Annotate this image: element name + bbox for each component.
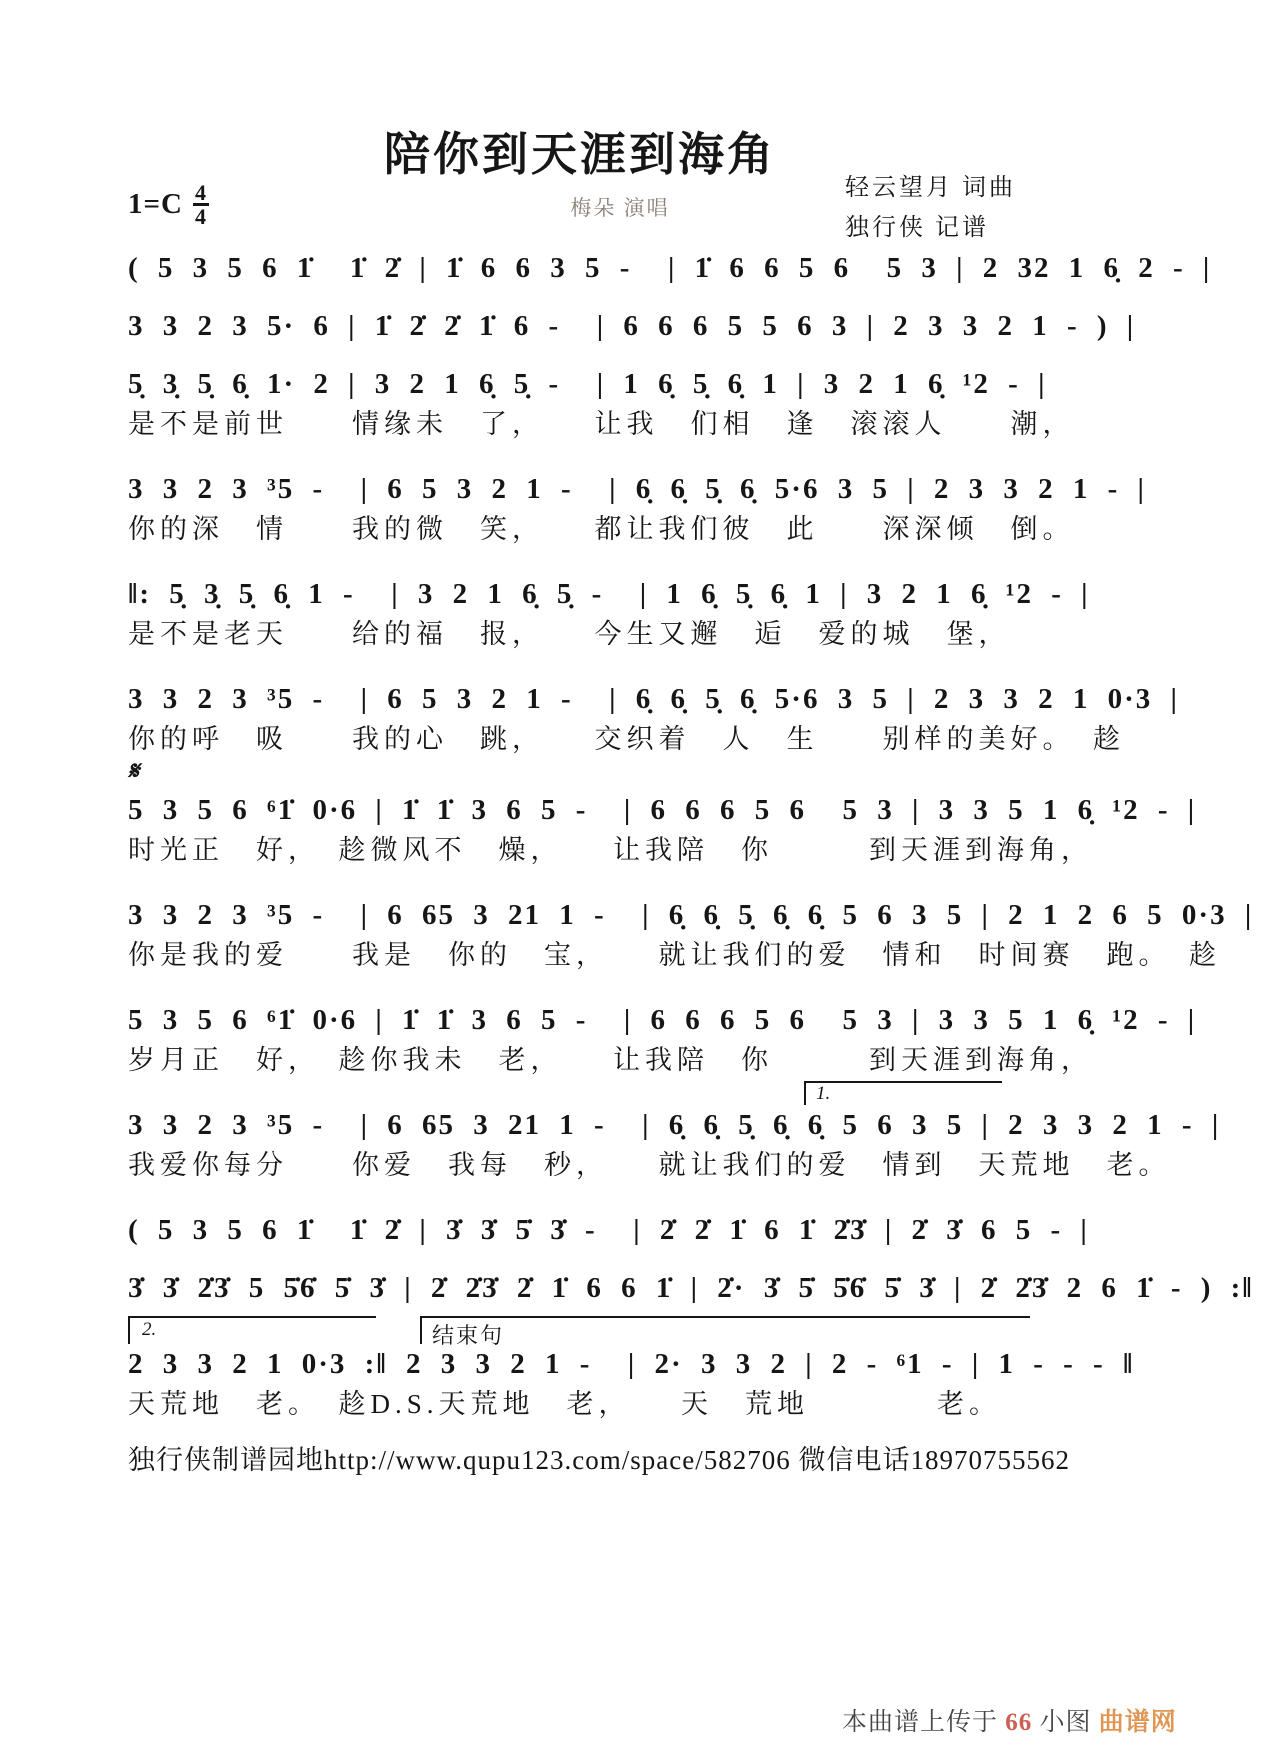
notation-line: 3 3 2 3 ³5 - | 6 65 3 21 1 - | 6̣ 6̣ 5̣ 6̣ 6̣ 5 6 3 5 | 2 1 2 6 5 0·3 |: [128, 899, 1254, 931]
final-line: [128, 1346, 1135, 1423]
lyrics-line: 岁月正 好， 趁你我未 老， 让我陪 你 到天涯到海角，: [128, 1045, 1093, 1075]
time-signature: [193, 182, 209, 227]
notation-line: 2 3 3 2 1 0·3 :‖ 2 3 3 2 1 - | 2· 3 3 2 | 2 - ⁶1 - | 1 - - - ‖: [128, 1348, 1135, 1380]
notation-line: 3 3 2 3 ³5 - | 6 5 3 2 1 - | 6̣ 6̣ 5̣ 6̣ 5·6 3 5 | 2 3 3 2 1 0·3 |: [128, 683, 1179, 715]
verse-line-3: [128, 576, 1090, 653]
notation-line: ( 5 3 5 6 1̇ 1̇ 2̇ | 1̇ 6 6 3 5 - | 1̇ 6 6 5 6 5 3 | 2 32 1 6̣ 2 - |: [128, 252, 1212, 284]
lyrics-line: 天荒地 老。 趁D.S.天荒地 老， 天 荒地 老。: [128, 1389, 1002, 1419]
watermark-number: 66: [1005, 1709, 1033, 1736]
lyrics-music-credit: 轻云望月 词曲: [845, 175, 1016, 201]
publisher-contact: 独行侠制谱园地http://www.qupu123.com/space/582706 微信电话18970755562: [128, 1445, 1070, 1475]
site-watermark: [842, 1702, 1272, 1738]
notation-line: ‖: 5̣ 3̣ 5̣ 6̣ 1 - | 3 2 1 6̣ 5̣ - | 1 6̣ 5̣ 6̣ 1 | 3 2 1 6̣ ¹2 - |: [128, 578, 1090, 610]
lyrics-line: 你是我的爱 我是 你的 宝， 就让我们的爱 情和 时间赛 跑。 趁: [128, 940, 1221, 970]
coda-label: 结束句: [432, 1323, 505, 1348]
segno-icon: 𝄋: [128, 758, 139, 785]
chorus-line-4: [128, 1083, 1221, 1184]
coda-bracket: [420, 1316, 1030, 1348]
second-ending-label: 2.: [142, 1319, 157, 1340]
chorus-line-1: [128, 792, 1197, 869]
lyrics-line: 是不是前世 情缘未 了， 让我 们相 逢 滚滚人 潮，: [128, 409, 1075, 439]
first-ending-label: 1.: [816, 1083, 831, 1104]
notation-line: 3 3 2 3 ³5 - | 6 65 3 21 1 - | 6̣ 6̣ 5̣ 6̣ 6̣ 5 6 3 5 | 2 3 3 2 1 - |: [128, 1109, 1221, 1141]
interlude-line-2: [128, 1270, 1254, 1306]
watermark-site-name: 曲谱网: [1098, 1709, 1177, 1736]
notation-line: ( 5 3 5 6 1̇ 1̇ 2̇ | 3̇ 3̇ 5̇ 3̇ - | 2̇ 2̇ 1̇ 6 1̇ 2̇3̇ | 2̇ 3̇ 6 5 - |: [128, 1214, 1089, 1246]
verse-line-1: [128, 366, 1075, 443]
watermark-text: 本曲谱上传于: [842, 1709, 999, 1736]
verse-line-2: [128, 471, 1146, 548]
score: [128, 250, 1254, 1423]
notation-line: 5 3 5 6 ⁶1̇ 0·6 | 1̇ 1̇ 3 6 5 - | 6 6 6 5 6 5 3 | 3 3 5 1 6̣ ¹2 - |: [128, 794, 1197, 826]
lyrics-line: 时光正 好， 趁微风不 燥， 让我陪 你 到天涯到海角，: [128, 835, 1093, 865]
first-ending-bracket: [804, 1081, 1002, 1105]
song-title: 陪你到天涯到海角: [384, 129, 776, 180]
time-signature-denominator: 4: [194, 204, 207, 229]
chorus-line-3: [128, 1002, 1197, 1079]
composer-credits: [845, 168, 1016, 248]
key-signature: 1=C: [128, 188, 183, 220]
verse-line-4: [128, 681, 1179, 758]
segno-row: [128, 758, 1020, 792]
notation-line: 5̣ 3̣ 5̣ 6̣ 1· 2 | 3 2 1 6̣ 5̣ - | 1 6̣ 5̣ 6̣ 1 | 3 2 1 6̣ ¹2 - |: [128, 368, 1047, 400]
interlude-line-1: [128, 1212, 1089, 1248]
notation-line: 3 3 2 3 ³5 - | 6 5 3 2 1 - | 6̣ 6̣ 5̣ 6̣ 5·6 3 5 | 2 3 3 2 1 - |: [128, 473, 1146, 505]
notation-line: 5 3 5 6 ⁶1̇ 0·6 | 1̇ 1̇ 3 6 5 - | 6 6 6 5 6 5 3 | 3 3 5 1 6̣ ¹2 - |: [128, 1004, 1197, 1036]
notation-credit: 独行侠 记谱: [845, 215, 989, 241]
lyrics-line: 你的深 情 我的微 笑， 都让我们彼 此 深深倾 倒。: [128, 514, 1075, 544]
key-and-meter: [128, 182, 209, 227]
second-ending-bracket: [128, 1316, 376, 1344]
notation-line: 3̇ 3̇ 2̇3̇ 5 5̇6̇ 5̇ 3̇ | 2̇ 2̇3̇ 2̇ 1̇ 6 6 1̇ | 2̇· 3̇ 5̇ 5̇6̇ 5̇ 3̇ | 2̇ 2̇3̇ 2 6 1̇ - ) :‖: [128, 1272, 1254, 1304]
lyrics-line: 你的呼 吸 我的心 跳， 交织着 人 生 别样的美好。 趁: [128, 724, 1125, 754]
lyrics-line: 我爱你每分 你爱 我每 秒， 就让我们的爱 情到 天荒地 老。: [128, 1150, 1171, 1180]
intro-line-2: [128, 308, 1136, 344]
chorus-line-2: [128, 897, 1254, 974]
watermark-text-2: 小图: [1039, 1709, 1092, 1736]
lyrics-line: 是不是老天 给的福 报， 今生又邂 逅 爱的城 堡，: [128, 619, 1011, 649]
performer-credit: 梅朵 演唱: [570, 196, 670, 220]
intro-line-1: [128, 250, 1212, 286]
ending-brackets-row: [128, 1312, 1020, 1346]
notation-line: 3 3 2 3 5· 6 | 1̇ 2̇ 2̇ 1̇ 6 - | 6 6 6 5 5 6 3 | 2 3 3 2 1 - ) |: [128, 310, 1136, 342]
time-signature-numerator: 4: [194, 180, 207, 205]
